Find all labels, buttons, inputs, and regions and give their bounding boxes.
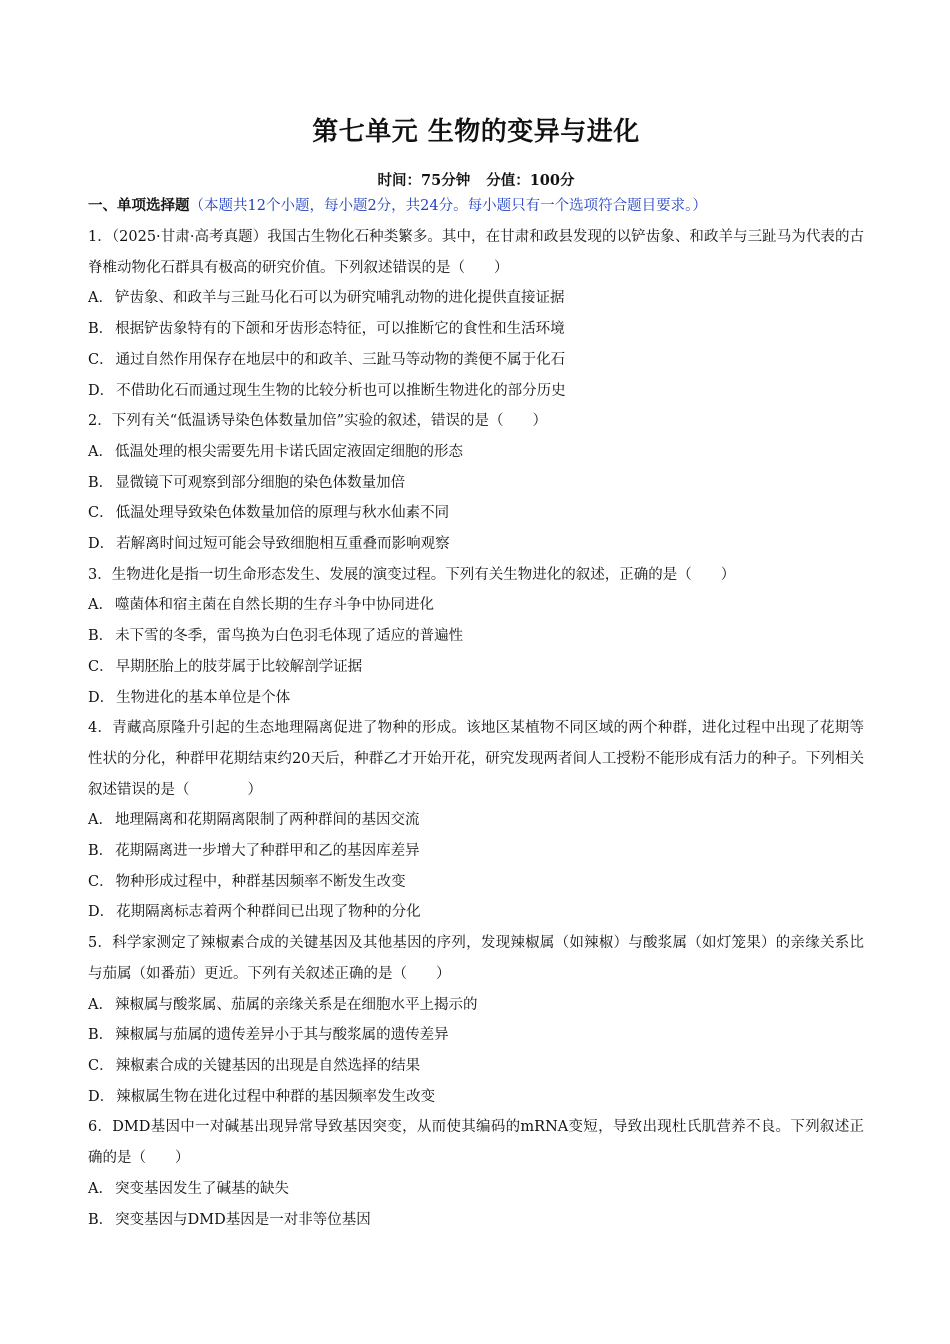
option-text: 辣椒素合成的关键基因的出现是自然选择的结果: [115, 1057, 421, 1074]
answer-option: [88, 836, 864, 867]
option-letter: D．: [88, 1088, 115, 1105]
option-text: 若解离时间过短可能会导致细胞相互重叠而影响观察: [116, 536, 450, 553]
question-item: [88, 222, 864, 406]
option-text: 显微镜下可观察到部分细胞的染色体数量加倍: [115, 474, 406, 491]
option-letter: B．: [88, 628, 114, 645]
section-note: （本题共12个小题，每小题2分，共24分。每小题只有一个选项符合题目要求。）: [189, 198, 707, 214]
option-letter: B．: [88, 843, 114, 860]
option-letter: A．: [88, 996, 113, 1013]
option-letter: B．: [88, 1027, 114, 1044]
option-letter: B．: [88, 321, 114, 338]
option-letter: D．: [88, 689, 115, 706]
page-title: 第七单元 生物的变异与进化: [312, 117, 640, 147]
option-text: 低温处理导致染色体数量加倍的原理与秋水仙素不同: [115, 505, 450, 522]
option-letter: D．: [88, 382, 115, 399]
answer-option: [88, 376, 864, 407]
option-letter: D．: [88, 904, 115, 921]
exam-meta: [88, 170, 864, 194]
option-text: 突变基因与DMD基因是一对非等位基因: [115, 1211, 371, 1228]
option-text: 噬菌体和宿主菌在自然长期的生存斗争中协同进化: [114, 597, 434, 614]
section-label: 一、单项选择题: [88, 197, 190, 214]
question-stem: 4．青藏高原隆升引起的生态地理隔离促进了物种的形成。该地区某植物不同区域的两个种群，进化过程中出现了花期等性状的分化，种群甲花期结束约20天后，种群乙才开始开花，研究发现两者间人工授粉不能形成有活力的种子。下列相关叙述错误的是（ ）: [88, 720, 864, 798]
option-letter: A．: [88, 812, 113, 829]
option-letter: B．: [88, 1211, 114, 1228]
option-text: 生物进化的基本单位是个体: [116, 689, 291, 706]
question-list: [88, 222, 864, 1235]
question-stem: 3．生物进化是指一切生命形态发生、发展的演变过程。下列有关生物进化的叙述，正确的是（ ）: [88, 566, 736, 583]
answer-option: [88, 1082, 864, 1113]
option-letter: A．: [88, 597, 113, 614]
answer-option: [88, 314, 864, 345]
option-text: 花期隔离标志着两个种群间已出现了物种的分化: [116, 904, 421, 921]
answer-option: [88, 1020, 864, 1051]
question-stem: 1．（2025·甘肃·高考真题）我国古生物化石种类繁多。其中，在甘肃和政县发现的以铲齿象、和政羊与三趾马为代表的古脊椎动物化石群具有极高的研究价值。下列叙述错误的是（ ）: [88, 229, 864, 276]
answer-option: [88, 805, 864, 836]
answer-option: [88, 1051, 864, 1082]
question-item: [88, 406, 864, 560]
answer-option: [88, 867, 864, 898]
option-letter: C．: [88, 505, 114, 522]
option-letter: A．: [88, 443, 113, 460]
answer-option: [88, 345, 864, 376]
option-text: 辣椒属与酸浆属、茄属的亲缘关系是在细胞水平上揭示的: [114, 996, 478, 1013]
answer-option: [88, 1174, 864, 1205]
answer-option: [88, 897, 864, 928]
option-letter: A．: [88, 290, 113, 307]
option-text: 低温处理的根尖需要先用卡诺氏固定液固定细胞的形态: [114, 443, 463, 460]
question-item: [88, 1112, 864, 1235]
answer-option: [88, 498, 864, 529]
option-text: 辣椒属生物在进化过程中种群的基因频率发生改变: [116, 1088, 436, 1105]
question-stem: 2．下列有关“低温诱导染色体数量加倍”实验的叙述，错误的是（ ）: [88, 413, 548, 430]
option-text: 不借助化石而通过现生生物的比较分析也可以推断生物进化的部分历史: [116, 382, 566, 399]
answer-option: [88, 652, 864, 683]
answer-option: [88, 990, 864, 1021]
option-text: 根据铲齿象特有的下颌和牙齿形态特征，可以推断它的食性和生活环境: [115, 321, 565, 338]
option-letter: C．: [88, 658, 114, 675]
answer-option: [88, 590, 864, 621]
answer-option: [88, 468, 864, 499]
option-text: 花期隔离进一步增大了种群甲和乙的基因库差异: [115, 843, 420, 860]
answer-option: [88, 1205, 864, 1236]
option-letter: C．: [88, 873, 114, 890]
option-text: 早期胚胎上的肢芽属于比较解剖学证据: [115, 658, 363, 675]
question-item: [88, 560, 864, 714]
answer-option: [88, 437, 864, 468]
option-text: 突变基因发生了碱基的缺失: [114, 1180, 289, 1197]
question-stem: 5．科学家测定了辣椒素合成的关键基因及其他基因的序列，发现辣椒属（如辣椒）与酸浆属（如灯笼果）的亲缘关系比与茄属（如番茄）更近。下列有关叙述正确的是（ ）: [88, 935, 864, 982]
option-text: 铲齿象、和政羊与三趾马化石可以为研究哺乳动物的进化提供直接证据: [114, 290, 565, 307]
option-text: 未下雪的冬季，雷鸟换为白色羽毛体现了适应的普遍性: [115, 628, 464, 645]
answer-option: [88, 683, 864, 714]
option-letter: D．: [88, 536, 115, 553]
option-letter: C．: [88, 351, 114, 368]
option-text: 地理隔离和花期隔离限制了两种群间的基因交流: [114, 812, 420, 829]
option-letter: A．: [88, 1180, 113, 1197]
answer-option: [88, 283, 864, 314]
exam-score: 分值：100分: [486, 172, 575, 189]
answer-option: [88, 529, 864, 560]
answer-option: [88, 621, 864, 652]
question-item: [88, 713, 864, 928]
section-heading: [88, 194, 864, 222]
option-letter: B．: [88, 474, 114, 491]
exam-time: 时间：75分钟: [377, 172, 471, 189]
option-text: 物种形成过程中，种群基因频率不断发生改变: [115, 873, 406, 890]
option-letter: C．: [88, 1057, 114, 1074]
question-stem: 6．DMD基因中一对碱基出现异常导致基因突变，从而使其编码的mRNA变短，导致出现杜氏肌营养不良。下列叙述正确的是（ ）: [88, 1119, 864, 1167]
exam-page: [88, 112, 864, 1235]
question-item: [88, 928, 864, 1112]
option-text: 通过自然作用保存在地层中的和政羊、三趾马等动物的粪便不属于化石: [115, 351, 566, 368]
option-text: 辣椒属与茄属的遗传差异小于其与酸浆属的遗传差异: [115, 1027, 449, 1044]
